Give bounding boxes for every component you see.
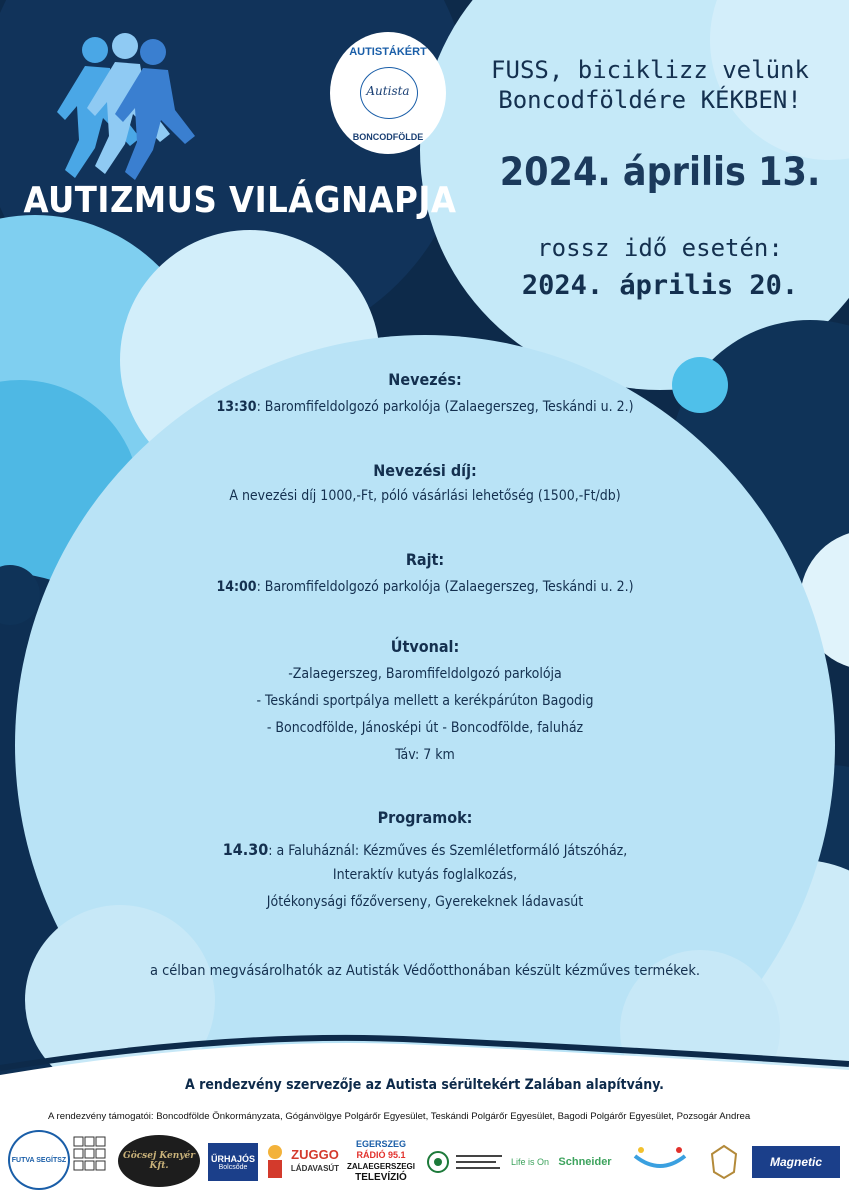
zuggo-logo [290,1140,340,1184]
programok-line-1 [100,840,750,859]
badge-top-text: AUTISTÁKÉRT [349,46,427,58]
utvonal-line: -Zalaegerszeg, Baromfifeldolgozó parkolója [288,666,562,682]
gocsej-kenyer-logo: Göcsej Kenyér Kft. [118,1135,200,1187]
zeg-tv-line-2: TELEVÍZIÓ [355,1172,407,1183]
rajt-time: 14:00 [216,579,257,595]
slogan [455,55,845,115]
sport-icons-logo [70,1130,110,1186]
zuggo-figure-icon [262,1140,288,1184]
utvonal-line: - Boncodfölde, Jánosképi út - Boncodfölde, faluház [266,720,584,736]
badge-mid-text: Autista [366,84,410,98]
programok-detail: : a Faluháznál: Kézműves és Szemléletformáló Játszóház, [268,843,628,859]
schneider-logo: Schneider [558,1156,612,1168]
life-is-on-logo: Life is On [510,1157,550,1167]
zuggo-name: ZUGGO [291,1147,339,1162]
nevezes-detail: : Baromfifeldolgozó parkolója (Zalaegerszeg, Teskándi u. 2.) [256,399,634,415]
sponsors-text: A rendezvény támogatói: Boncodfölde Önkormányzata, Gógánvölgye Polgárőr Egyesület, Teskándi Polgárőr Egyesület, Bagodi Polgárőr Egyesület, Pozsogár Andrea [48,1111,751,1122]
closing-note: a célban megvásárolhatók az Autisták Védőotthonában készült kézműves termékek. [149,963,701,979]
autistakert-logo [330,32,446,154]
utvonal-distance: Táv: 7 km [395,747,455,763]
magnetic-logo: Magnetic [752,1146,840,1178]
urhajos-logo [208,1143,258,1181]
egerszeg-name: EGERSZEG [355,1139,406,1149]
rajt-text [100,579,750,595]
rajt-heading: Rajt: [405,550,445,569]
programok-line-3: Jótékonysági főzőverseny, Gyerekeknek ládavasút [266,894,584,910]
runners-icon [55,28,195,188]
dij-text: A nevezési díj 1000,-Ft, póló vásárlási lehetőség (1500,-Ft/db) [229,488,621,504]
nevezes-heading: Nevezés: [388,370,462,389]
utvonal-heading: Útvonal: [390,637,460,656]
nevezes-text [100,399,750,415]
programok-line-2: Interaktív kutyás foglalkozás, [332,867,518,883]
utvonal-line: - Teskándi sportpálya mellett a kerékpárúton Bagodig [256,693,594,709]
down-mosolyambulancia-logo [625,1140,695,1184]
sport-grid-icon [72,1133,108,1183]
page-title: AUTIZMUS VILÁGNAPJA [23,180,457,221]
badge-bottom-text: BONCODFÖLDE [352,132,424,142]
slogan-line-1: FUSS, biciklizz velünk [491,56,809,84]
event-date: 2024. április 13. [499,150,821,195]
radio-name: RÁDIÓ 95.1 [356,1150,406,1160]
futva-segitsz-logo: FUTVA SEGÍTSZ [8,1130,70,1190]
zeg-tv-line-1: ZALAEGERSZEGI [346,1162,415,1171]
organizer-text: A rendezvény szervezője az Autista sérültekért Zalában alapítvány. [185,1077,664,1093]
zala-megyei-text-logo [455,1140,505,1184]
urhajos-sub: Bolcsőde [218,1163,248,1171]
egerszeg-radio-tv-logo [340,1136,422,1186]
zala-megyei-logo-icon [425,1140,451,1184]
dij-heading: Nevezési díj: [373,461,477,480]
slogan-line-2: Boncodföldére KÉKBEN! [498,86,802,114]
urhajos-name: ŰRHAJÓS [210,1153,255,1164]
zuggo-sub: LÁDAVASÚT [290,1164,340,1173]
gold-crest-logo [700,1140,748,1184]
nevezes-time: 13:30 [216,399,257,415]
rain-date-label: rossz idő esetén: [537,234,783,262]
rajt-detail: : Baromfifeldolgozó parkolója (Zalaegerszeg, Teskándi u. 2.) [256,579,634,595]
programok-time: 14.30 [222,840,269,859]
programok-heading: Programok: [377,808,473,827]
rain-date: 2024. április 20. [521,270,799,301]
